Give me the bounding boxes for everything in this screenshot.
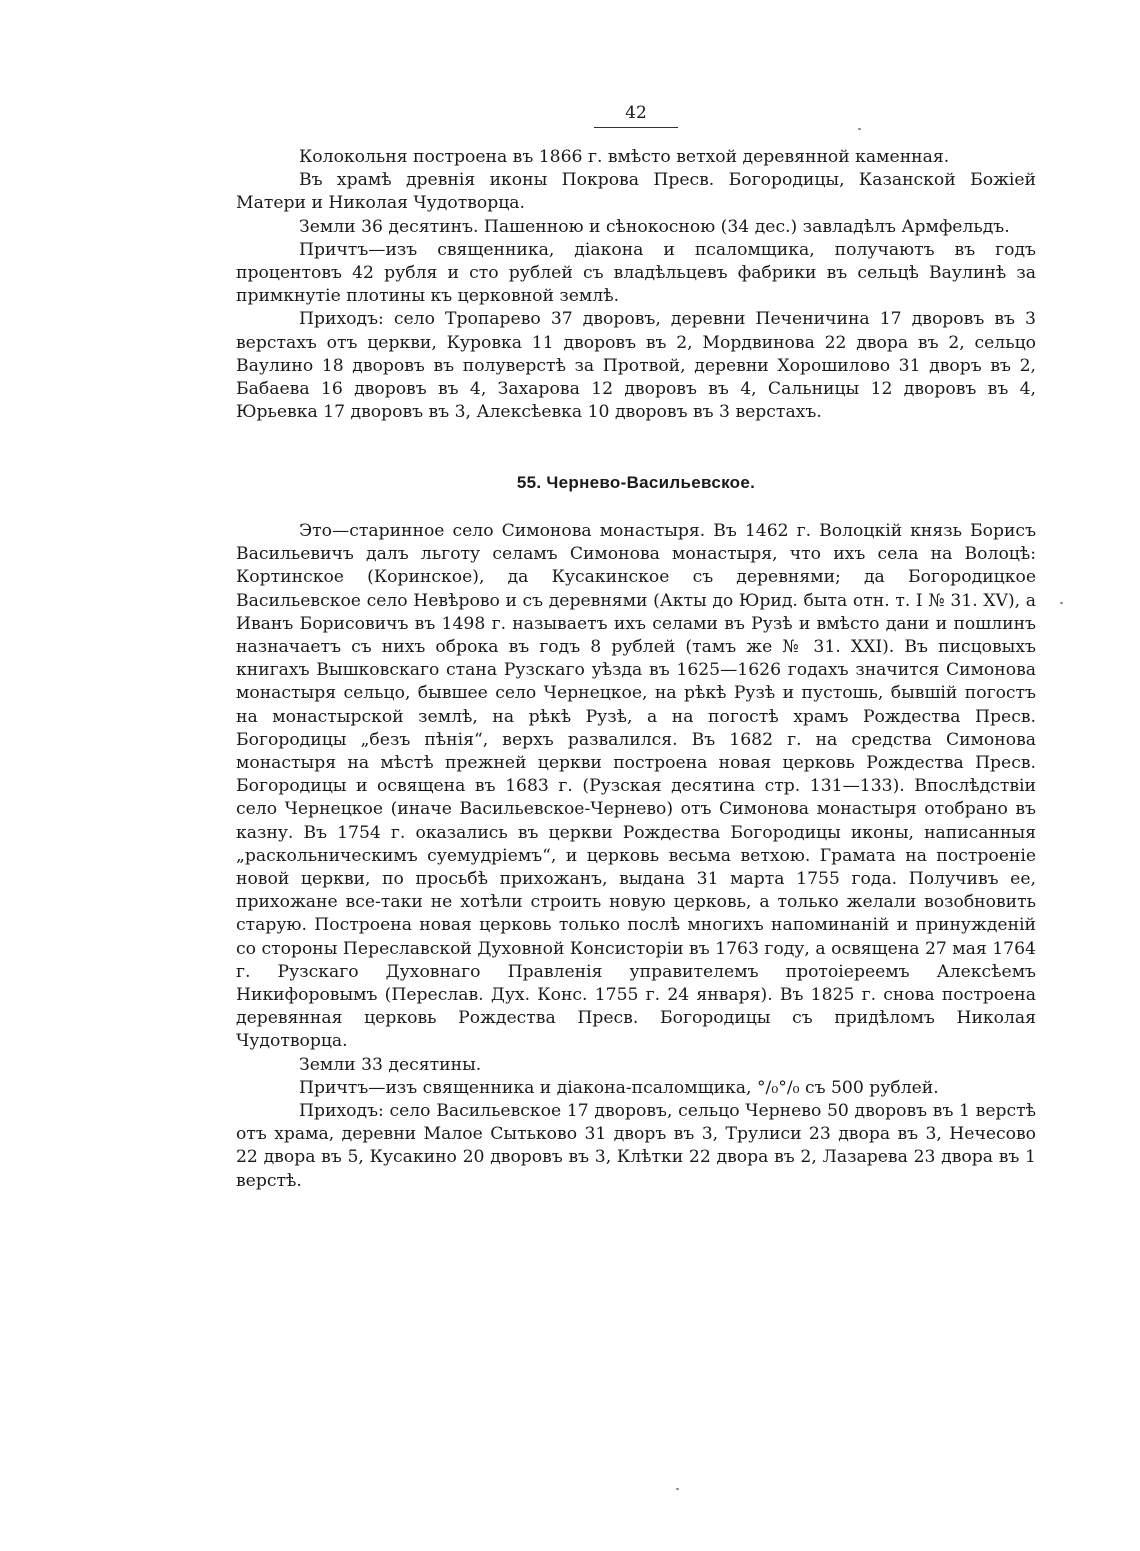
paragraph-land: Земли 36 десятинъ. Пашенною и сѣнокосною (34 дес.) завладѣлъ Армфельдъ. [299, 216, 1010, 237]
text-block-continuation [236, 146, 1036, 424]
paragraph-parish: Приходъ: село Васильевское 17 дворовъ, сельцо Чернево 50 дворовъ въ 1 верстѣ отъ храма, деревни Малое Сытьково 31 дворъ въ 3, Трулиси 23 двора въ 3, Нечесово 22 двора въ 5, Кусакино 20 дворовъ въ 3, Клѣтки 22 двора въ 2, Лазарева 23 двора въ 1 верстѣ. [236, 1101, 1036, 1191]
paragraph-clergy: Причтъ—изъ священника и діакона-псаломщика, °/₀°/₀ съ 500 рублей. [299, 1077, 939, 1098]
scan-speck [1060, 602, 1063, 604]
paragraph-history: Это—старинное село Симонова монастыря. Въ 1462 г. Волоцкій князь Борисъ Васильевичъ далъ льготу селамъ Симонова монастыря, что ихъ села на Волоцѣ: Кортинское (Коринское), да Кусакинское съ деревнями; да Богородицкое Васильевское село Невѣрово и съ деревнями (Акты до Юрид. быта отн. т. I № 31. XV), а Иванъ Борисовичъ въ 1498 г. называетъ ихъ селами въ Рузѣ и вмѣсто дани и пошлинъ назначаетъ съ нихъ оброка въ годъ 8 рублей (тамъ же № 31. XXI). Въ писцовыхъ книгахъ Вышковскаго стана Рузскаго уѣзда въ 1625—1626 годахъ значится Симонова монастыря сельцо, бывшее село Чернецкое, на рѣкѣ Рузѣ и пустошь, бывшій погостъ на монастырской землѣ, на рѣкѣ Рузѣ, а на погостѣ храмъ Рождества Пресв. Богородицы „безъ пѣнія“, верхъ развалился. Въ 1682 г. на средства Симонова монастыря на мѣстѣ прежней церкви построена новая церковь Рождества Пресв. Богородицы и освящена въ 1683 г. (Рузская десятина стр. 131—133). Впослѣдствіи село Чернецкое (иначе Васильевское-Чернево) отъ Симонова монастыря отобрано въ казну. Въ 1754 г. оказались въ церкви Рождества Богородицы иконы, написанныя „раскольническимъ суемудріемъ“, и церковь весьма ветхою. Грамата на построеніе новой церкви, по просьбѣ прихожанъ, выдана 31 марта 1755 года. Получивъ ее, прихожане все-таки не хотѣли строить новую церковь, а только желали возобновить старую. Построена новая церковь только послѣ многихъ напоминаній и принужденій со стороны Переславской Духовной Консисторіи въ 1763 году, а освящена 27 мая 1764 г. Рузскаго Духовнаго Правленія управителемъ протоіереемъ Алексѣемъ Никифоровымъ (Переслав. Дух. Конс. 1755 г. 24 января). Въ 1825 г. снова построена деревянная церковь Рождества Пресв. Богородицы съ придѣломъ Николая Чудотворца. [236, 521, 1036, 1052]
paragraph-belfry: Колокольня построена въ 1866 г. вмѣсто ветхой деревянной каменная. [299, 147, 950, 167]
text-block-section-55 [236, 520, 1036, 1193]
paragraph-land: Земли 33 десятины. [299, 1054, 482, 1075]
scan-speck [858, 128, 861, 130]
page-number: 42 [594, 102, 678, 128]
section-heading: 55. Чернево-Васильевское. [516, 473, 756, 492]
paragraph-parish: Приходъ: село Тропарево 37 дворовъ, деревни Печеничина 17 дворовъ въ 3 верстахъ отъ церкви, Куровка 11 дворовъ въ 2, Мордвинова 22 двора въ 2, сельцо Ваулино 18 дворовъ въ полуверстѣ за Протвой, деревни Хорошилово 31 дворъ въ 2, Бабаева 16 дворовъ въ 4, Захарова 12 дворовъ въ 4, Сальницы 12 дворовъ въ 4, Юрьевка 17 дворовъ въ 3, Алексѣевка 10 дворовъ въ 3 верстахъ. [236, 309, 1036, 423]
paragraph-clergy: Причтъ—изъ священника, діакона и псаломщика, получаютъ въ годъ процентовъ 42 рубля и сто рублей съ владѣльцевъ фабрики въ сельцѣ Ваулинѣ за примкнутіе плотины къ церковной землѣ. [236, 239, 1036, 307]
paragraph-icons: Въ храмѣ древнія иконы Покрова Пресв. Богородицы, Казанской Божіей Матери и Николая Чудотворца. [236, 170, 1036, 214]
scan-speck [676, 1488, 679, 1490]
